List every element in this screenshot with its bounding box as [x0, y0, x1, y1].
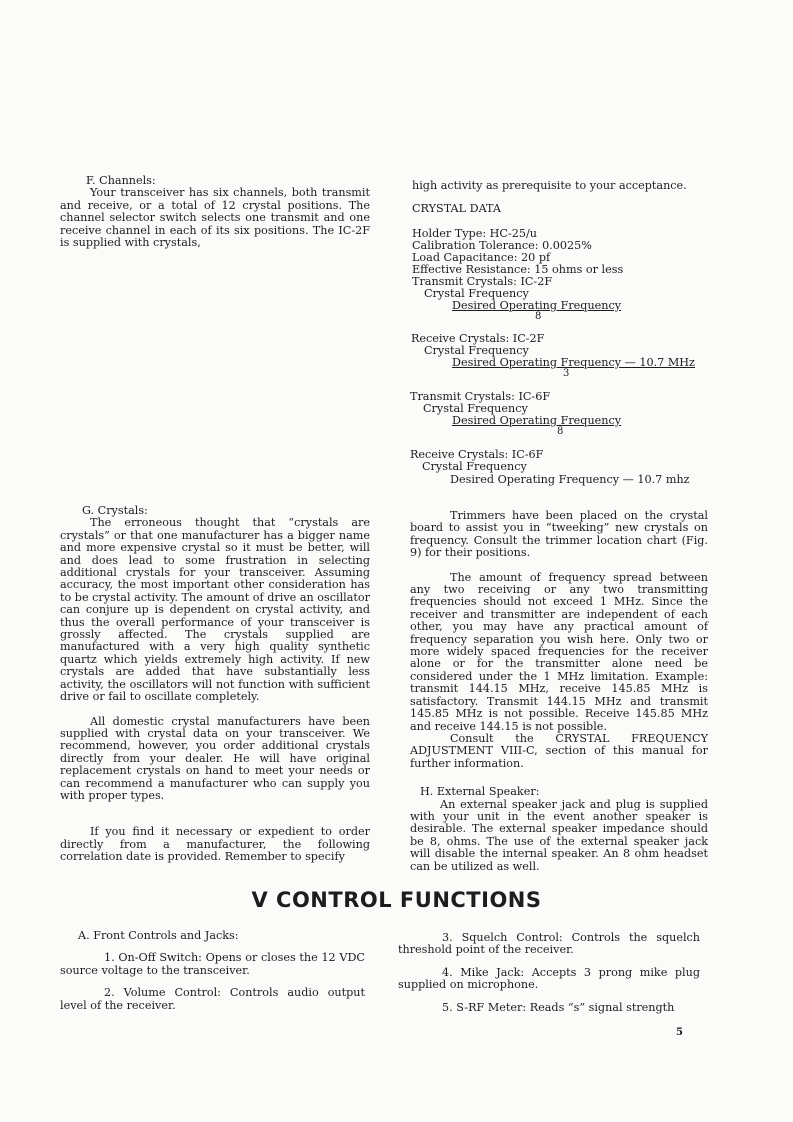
section-f-body: Your transceiver has six channels, both transmit and receive, or a total of 12 crystal positions. The channel selector switch selects one transmit and one receive channel in each of its six positions. The IC-2F is supplied with crystals, [60, 186, 370, 250]
rx-2f-heading: Receive Crystals: IC-2F [411, 332, 545, 345]
crystal-data-title: CRYSTAL DATA [412, 202, 501, 215]
rx-2f-label: Crystal Frequency [424, 344, 529, 357]
section-h-title: H. External Speaker: [420, 785, 540, 799]
calibration-tolerance: Calibration Tolerance: 0.0025% [412, 239, 592, 252]
holder-type: Holder Type: HC-25/u [412, 227, 537, 240]
control-item-3: 3. Squelch Control: Controls the squelch threshold point of the receiver. [398, 931, 700, 957]
rx-2f-denominator: 3 [563, 368, 570, 379]
tx-6f-label: Crystal Frequency [423, 402, 528, 415]
tx-6f-numerator: Desired Operating Frequency [452, 414, 622, 427]
section-g-para2: All domestic crystal manufacturers have been supplied with crystal data on your transceiver. We recommend, however, you order additional crystals directly from your dealer. He will have original replacement crystals on hand to meet your needs or can recommend a manufacturer who can supply you with proper types. [60, 714, 370, 802]
load-capacitance: Load Capacitance: 20 pf [412, 251, 551, 264]
front-controls-left [60, 930, 365, 1012]
section-h-body: An external speaker jack and plug is supplied with your unit in the event another speaker is desirable. The external speaker impedance should be 8, ohms. The use of the external speaker jack will disable the internal speaker. An 8 ohm headset can be utilized as well. [410, 797, 708, 873]
tx-2f-heading: Transmit Crystals: IC-2F [412, 275, 553, 288]
trimmers-paragraph: Trimmers have been placed on the crystal board to assist you in “tweeking” new crystals on frequency. Consult the trimmer location chart (Fig. 9) for their positions. [410, 509, 708, 560]
continuation-text: high activity as prerequisite to your acceptance. [412, 179, 687, 192]
control-item-5: 5. S-RF Meter: Reads “s” signal strength [442, 1000, 675, 1014]
frequency-spread-paragraph: The amount of frequency spread between any two receiving or any two transmitting frequencies should not exceed 1 MHz. Since the receiver and transmitter are independent of each other, you may have any practical amount of frequency separation you wish here. Only two or more widely spaced frequencies for the receiver alone or for the transmitter alone need be considered under the 1 MHz limitation. Example: transmit 144.15 MHz, receive 145.85 MHz is satisfactory. Transmit 144.15 MHz and transmit 145.85 MHz is not possible. Receive 145.85 MHz and receive 144.15 is not possible. [410, 570, 708, 733]
rx-6f-formula: Desired Operating Frequency — 10.7 mhz [450, 473, 690, 486]
rx-2f-numerator: Desired Operating Frequency — 10.7 MHz [452, 356, 695, 369]
front-controls-right [398, 932, 700, 1014]
control-item-4: 4. Mike Jack: Accepts 3 prong mike plug supplied on microphone. [398, 965, 700, 992]
tx-2f-label: Crystal Frequency [424, 287, 529, 300]
section-f [60, 175, 370, 249]
right-middle [410, 510, 708, 873]
effective-resistance: Effective Resistance: 15 ohms or less [412, 263, 624, 276]
section-g-para1: The erroneous thought that “crystals are crystals” or that one manufacturer has a bigger name and more expensive crystal so it must be better, will and does lead to some frustration in selecting additional crystals for your transceiver. Assuming accuracy, the most important other consideration has to be crystal activity. The amount of drive an oscillator can conjure up is dependent on crystal activity, and thus the overall performance of your transceiver is grossly affected. The crystals supplied are manufactured with a very high quality synthetic quartz which yields extremely high activity. If new crystals are added that have substantially less activity, the oscillators will not function with sufficient drive or fail to oscillate completely. [60, 516, 370, 704]
tx-6f-heading: Transmit Crystals: IC-6F [410, 390, 551, 403]
section-f-title: F. Channels: [86, 174, 156, 187]
page-number: 5 [676, 1027, 683, 1038]
control-item-2: 2. Volume Control: Controls audio output level of the receiver. [60, 986, 365, 1012]
rx-6f-label: Crystal Frequency [422, 460, 527, 473]
control-functions-heading: V CONTROL FUNCTIONS [251, 888, 542, 912]
section-g [60, 505, 370, 864]
tx-2f-numerator: Desired Operating Frequency [452, 299, 622, 312]
tx-2f-denominator: 8 [535, 311, 542, 322]
section-g-title: G. Crystals: [82, 504, 148, 517]
section-g-para3: If you find it necessary or expedient to order directly from a manufacturer, the following correlation date is provided. Remember to specify [60, 825, 370, 864]
front-controls-title: A. Front Controls and Jacks: [78, 929, 239, 942]
tx-6f-denominator: 8 [557, 426, 564, 437]
rx-6f-heading: Receive Crystals: IC-6F [410, 448, 544, 461]
control-item-1: 1. On-Off Switch: Opens or closes the 12 VDC source voltage to the transceiver. [60, 951, 365, 977]
consult-paragraph: Consult the CRYSTAL FREQUENCY ADJUSTMENT VIII-C, section of this manual for further information. [410, 731, 708, 770]
